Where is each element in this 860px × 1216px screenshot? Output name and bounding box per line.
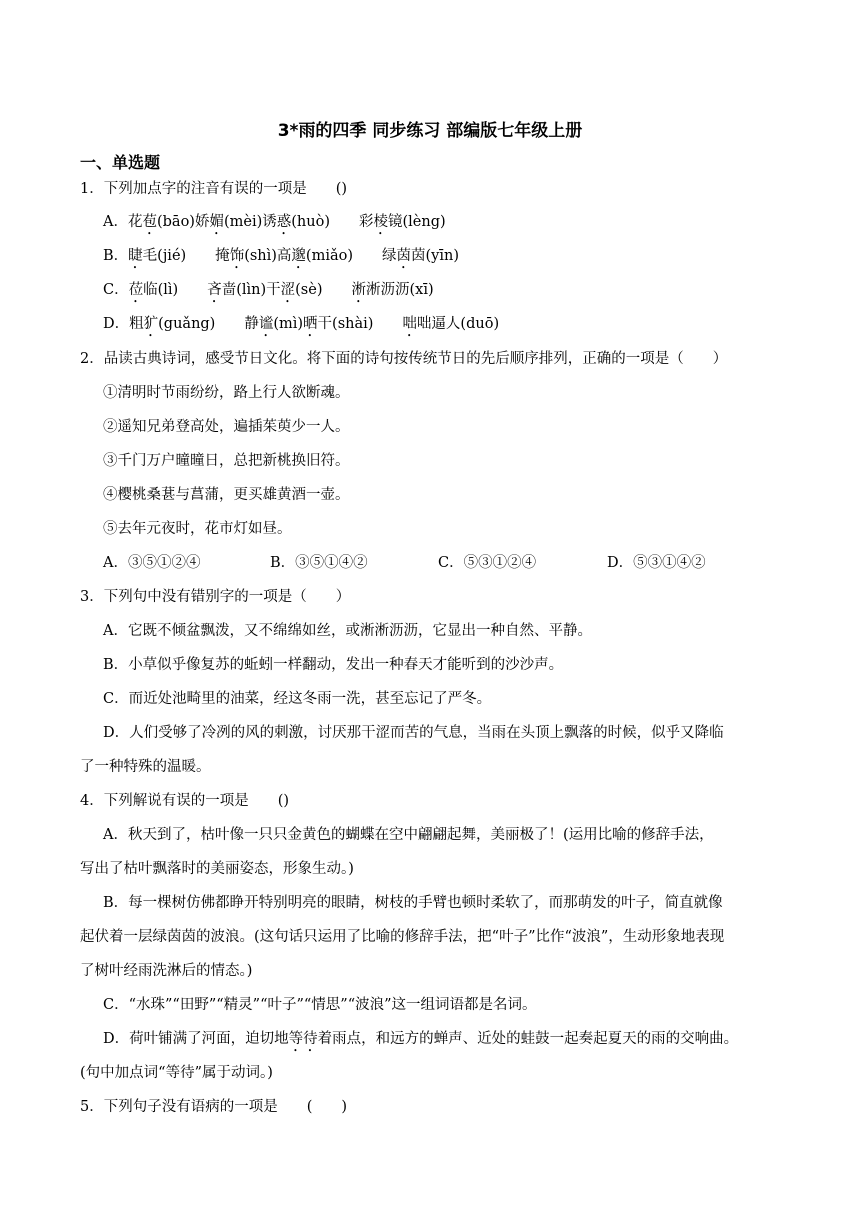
question-3-option-b: B．小草似乎像复苏的蚯蚓一样翻动，发出一种春天才能听到的沙沙声。 [103,657,564,673]
question-4-option-b: B．每一棵树仿佛都睁开特别明亮的眼睛，树枝的手臂也顿时柔软了，而那萌发的叶子，简直就像 [103,895,723,911]
question-4-option-d: D．荷叶铺满了河面，迫切地等待着雨点，和远方的蝉声、近处的蛙鼓一起奏起夏天的雨的交响曲。 [103,1031,739,1047]
question-1-option-d: D．粗犷(guǎng) 静谧(mì)晒干(shài) 咄咄逼人(duō) [103,316,500,332]
poem-line-1: ①清明时节雨纷纷，路上行人欲断魂。 [103,385,350,401]
question-1-option-c: C．莅临(lì) 吝啬(lìn)干涩(sè) 淅淅沥沥(xī) [103,282,434,298]
question-4-option-d-cont: (句中加点词“等待”属于动词。) [80,1065,273,1081]
question-4-option-b-cont-1: 起伏着一层绿茵茵的波浪。(这句话只运用了比喻的修辞手法，把“叶子”比作“波浪”，生动形象地表现 [80,929,725,945]
question-2-choices [103,553,706,573]
question-3-option-a: A．它既不倾盆飘泼，又不绵绵如丝，或淅淅沥沥，它显出一种自然、平静。 [103,623,592,639]
question-2-option-c: C．⑤③①②④ [438,555,537,571]
question-4-option-c: C．“水珠”“田野”“精灵”“叶子”“情思”“波浪”这一组词语都是名词。 [103,997,537,1013]
question-1-option-a: A．花苞(bāo)娇媚(mèi)诱惑(huò) 彩棱镜(lèng) [103,214,446,230]
question-2-option-b: B．③⑤①④② [270,555,368,571]
document-title: 3*雨的四季 同步练习 部编版七年级上册 [277,121,583,141]
poem-line-5: ⑤去年元夜时，花市灯如昼。 [103,521,292,537]
question-1-option-b: B．睫毛(jié) 掩饰(shì)高邈(miǎo) 绿茵茵(yīn) [103,248,459,264]
question-4-option-a: A．秋天到了，枯叶像一只只金黄色的蝴蝶在空中翩翩起舞，美丽极了！(运用比喻的修辞手法， [103,827,714,843]
question-3-stem: 3．下列句中没有错别字的一项是（ ） [80,589,351,605]
poem-line-3: ③千门万户曈曈日，总把新桃换旧符。 [103,453,350,469]
question-3-option-d-cont: 了一种特殊的温暖。 [80,759,211,775]
section-heading: 一、单选题 [80,153,161,172]
question-2-option-a: A．③⑤①②④ [103,555,201,571]
poem-line-2: ②遥知兄弟登高处，遍插茱萸少一人。 [103,419,350,435]
question-5-stem: 5．下列句子没有语病的一项是 ( ) [80,1099,348,1115]
question-4-option-b-cont-2: 了树叶经雨洗淋后的情态。) [80,963,253,979]
question-3-option-c: C．而近处池畸里的油菜，经这冬雨一洗，甚至忘记了严冬。 [103,691,492,707]
question-3-option-d: D．人们受够了冷冽的风的刺激，讨厌那干涩而苦的气息，当雨在头顶上飘落的时候，似乎又降临 [103,725,724,741]
question-4-stem: 4．下列解说有误的一项是 () [80,793,290,809]
question-4-option-a-cont: 写出了枯叶飘落时的美丽姿态，形象生动。) [80,861,354,877]
question-2-stem: 2．品读古典诗词，感受节日文化。将下面的诗句按传统节日的先后顺序排列，正确的一项是（ ） [80,351,728,367]
question-1-stem: 1．下列加点字的注音有误的一项是 () [80,181,348,197]
question-2-option-d: D．⑤③①④② [607,555,706,571]
poem-line-4: ④樱桃桑葚与菖蒲，更买雄黄酒一壶。 [103,487,350,503]
